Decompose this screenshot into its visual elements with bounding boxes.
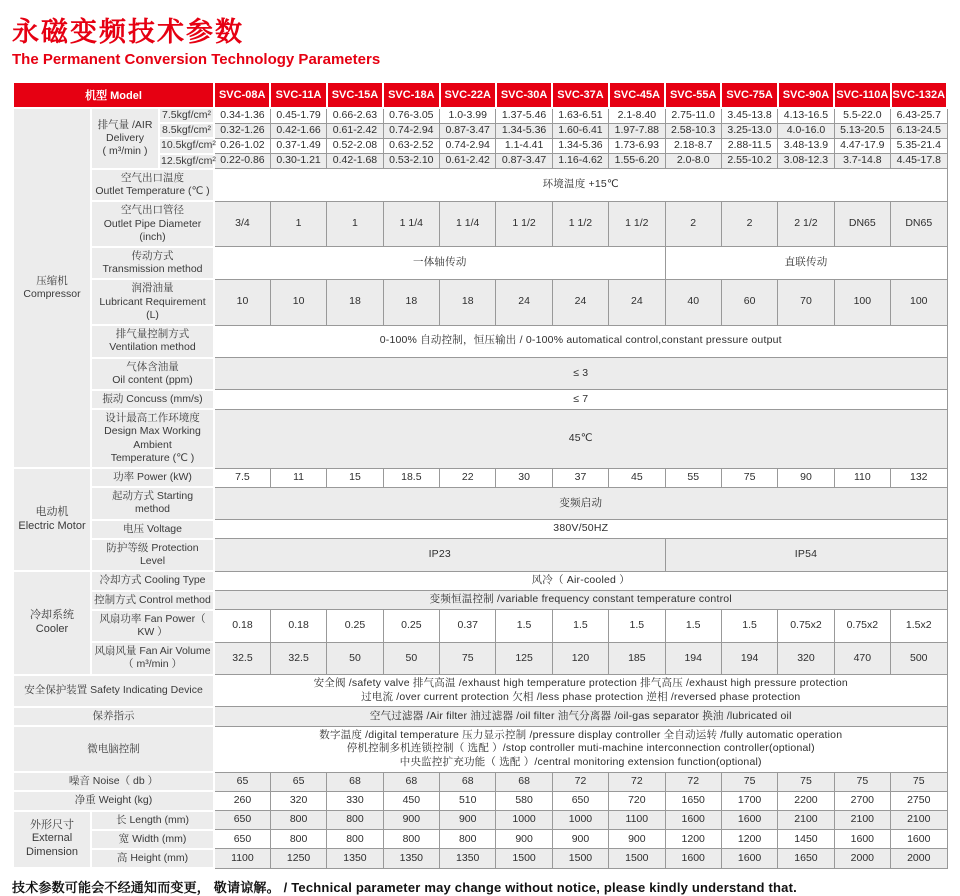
value-cell: 100 [834, 279, 890, 325]
model-header-cell: SVC-75A [721, 82, 777, 108]
value-cell: 450 [383, 791, 439, 810]
value-cell: 3.48-13.9 [778, 138, 834, 153]
table-row [13, 169, 947, 201]
value-cell: 1.73-6.93 [609, 138, 665, 153]
value-cell: 1.34-5.36 [496, 123, 552, 138]
value-cell: 2.55-10.2 [721, 154, 777, 169]
value-cell: 68 [327, 772, 383, 791]
value-cell: 194 [665, 642, 721, 674]
value-cell: 470 [834, 642, 890, 674]
value-cell: 0.18 [270, 610, 326, 642]
value-cell: 0.76-3.05 [383, 108, 439, 123]
value-cell: 1200 [665, 830, 721, 849]
value-cell: 0.75x2 [834, 610, 890, 642]
param-label-cell: 空气出口管径 Outlet Pipe Diameter (inch) [91, 201, 214, 247]
value-cell: 4.45-17.8 [891, 154, 947, 169]
table-row [13, 108, 947, 123]
value-cell: 1.1-4.41 [496, 138, 552, 153]
table-row [13, 830, 947, 849]
table-row [13, 675, 947, 707]
model-header-row [13, 82, 947, 108]
value-cell: 2 [721, 201, 777, 247]
value-cell: 75 [834, 772, 890, 791]
value-cell: 2750 [891, 791, 947, 810]
value-cell: 24 [496, 279, 552, 325]
value-cell: 0.45-1.79 [270, 108, 326, 123]
merged-value-cell: 风冷（ Air-cooled ） [214, 571, 947, 590]
value-cell: 0.32-1.26 [214, 123, 270, 138]
param-label-cell: 宽 Width (mm) [91, 830, 214, 849]
value-cell: 0.74-2.94 [383, 123, 439, 138]
value-cell: 720 [609, 791, 665, 810]
merged-value-cell: 0-100% 自动控制，恒压输出 / 0-100% automatical control,constant pressure output [214, 325, 947, 357]
model-header-cell: SVC-30A [496, 82, 552, 108]
value-cell: 1600 [721, 811, 777, 830]
value-cell: 1000 [496, 811, 552, 830]
value-cell: 1600 [665, 849, 721, 868]
param-label-cell: 噪音 Noise（ db ） [13, 772, 214, 791]
value-cell: 18.5 [383, 468, 439, 487]
param-label-cell: 保养指示 [13, 707, 214, 726]
spec-table-body [13, 108, 947, 868]
value-cell: 185 [609, 642, 665, 674]
value-cell: 32.5 [270, 642, 326, 674]
page-title: 永磁变频技术参数 [12, 17, 244, 47]
table-row [13, 279, 947, 325]
value-cell: 68 [383, 772, 439, 791]
merged-value-cell: 一体轴传动 [214, 247, 665, 279]
value-cell: 2.88-11.5 [721, 138, 777, 153]
value-cell: 75 [891, 772, 947, 791]
value-cell: 125 [496, 642, 552, 674]
value-cell: 1 1/4 [440, 201, 496, 247]
value-cell: 40 [665, 279, 721, 325]
value-cell: 6.13-24.5 [891, 123, 947, 138]
value-cell: 7.5 [214, 468, 270, 487]
value-cell: 800 [440, 830, 496, 849]
value-cell: 1.55-6.20 [609, 154, 665, 169]
value-cell: 75 [440, 642, 496, 674]
table-row [13, 642, 947, 674]
value-cell: 2.18-8.7 [665, 138, 721, 153]
value-cell: 900 [496, 830, 552, 849]
value-cell: 37 [552, 468, 608, 487]
value-cell: 0.22-0.86 [214, 154, 270, 169]
value-cell: 22 [440, 468, 496, 487]
merged-value-cell: 380V/50HZ [214, 520, 947, 539]
value-cell: 0.42-1.68 [327, 154, 383, 169]
table-row [13, 772, 947, 791]
value-cell: 900 [552, 830, 608, 849]
value-cell: 65 [214, 772, 270, 791]
param-label-cell: 微电脑控制 [13, 726, 214, 772]
value-cell: 75 [721, 772, 777, 791]
value-cell: 3.7-14.8 [834, 154, 890, 169]
value-cell: 2100 [778, 811, 834, 830]
value-cell: 650 [552, 791, 608, 810]
value-cell: 0.37 [440, 610, 496, 642]
value-cell: 1350 [327, 849, 383, 868]
value-cell: 120 [552, 642, 608, 674]
value-cell: 320 [270, 791, 326, 810]
param-label-cell: 风扇功率 Fan Power（ KW ） [91, 610, 214, 642]
value-cell: 4.0-16.0 [778, 123, 834, 138]
value-cell: 18 [383, 279, 439, 325]
value-cell: 1600 [665, 811, 721, 830]
model-header-cell: SVC-11A [270, 82, 326, 108]
value-cell: 0.74-2.94 [440, 138, 496, 153]
merged-value-cell: 安全阀 /safety valve 排气高温 /exhaust high temperature protection 排气高压 /exhaust high pressure protection 过电流 /over current protection 欠相 /less phase protection 逆相 /reversed phase protection [214, 675, 947, 707]
value-cell: 10 [214, 279, 270, 325]
param-label-cell: 电压 Voltage [91, 520, 214, 539]
value-cell: 0.34-1.36 [214, 108, 270, 123]
value-cell: 1.97-7.88 [609, 123, 665, 138]
value-cell: 45 [609, 468, 665, 487]
model-header-cell: SVC-18A [383, 82, 439, 108]
pressure-label-cell: 7.5kgf/cm² [159, 108, 214, 123]
pressure-label-cell: 10.5kgf/cm² [159, 138, 214, 153]
param-label-cell: 空气出口温度 Outlet Temperature (℃ ) [91, 169, 214, 201]
value-cell: 24 [609, 279, 665, 325]
value-cell: 132 [891, 468, 947, 487]
value-cell: 18 [327, 279, 383, 325]
value-cell: 72 [665, 772, 721, 791]
value-cell: 2 1/2 [778, 201, 834, 247]
merged-value-cell: 直联传动 [665, 247, 947, 279]
merged-value-cell: 空气过滤器 /Air filter 油过滤器 /oil filter 油气分离器 /oil-gas separator 换油 /lubricated oil [214, 707, 947, 726]
table-row [13, 201, 947, 247]
model-header-cell: SVC-132A [891, 82, 947, 108]
value-cell: 2000 [834, 849, 890, 868]
value-cell: 1 [327, 201, 383, 247]
value-cell: 60 [721, 279, 777, 325]
value-cell: 0.25 [383, 610, 439, 642]
value-cell: 1.5 [609, 610, 665, 642]
merged-value-cell: 变频恒温控制 /variable frequency constant temperature control [214, 591, 947, 610]
value-cell: 260 [214, 791, 270, 810]
value-cell: 1.5 [665, 610, 721, 642]
value-cell: 1250 [270, 849, 326, 868]
value-cell: 1100 [214, 849, 270, 868]
table-row [13, 571, 947, 590]
value-cell: 0.25 [327, 610, 383, 642]
value-cell: 900 [383, 811, 439, 830]
model-header-cell: SVC-15A [327, 82, 383, 108]
value-cell: 1 1/2 [552, 201, 608, 247]
model-header-cell: SVC-22A [440, 82, 496, 108]
value-cell: 5.13-20.5 [834, 123, 890, 138]
table-row [13, 409, 947, 468]
value-cell: DN65 [891, 201, 947, 247]
param-label-cell: 长 Length (mm) [91, 811, 214, 830]
value-cell: 0.18 [214, 610, 270, 642]
value-cell: 2 [665, 201, 721, 247]
value-cell: 75 [778, 772, 834, 791]
value-cell: 6.43-25.7 [891, 108, 947, 123]
model-header-cell: SVC-90A [778, 82, 834, 108]
value-cell: 900 [440, 811, 496, 830]
value-cell: 1.34-5.36 [552, 138, 608, 153]
value-cell: 3.25-13.0 [721, 123, 777, 138]
value-cell: 900 [609, 830, 665, 849]
value-cell: 4.47-17.9 [834, 138, 890, 153]
model-header-cell: SVC-45A [609, 82, 665, 108]
spec-table [12, 81, 948, 869]
value-cell: 2.58-10.3 [665, 123, 721, 138]
table-row [13, 468, 947, 487]
param-label-cell: 传动方式 Transmission method [91, 247, 214, 279]
value-cell: 100 [891, 279, 947, 325]
value-cell: 50 [383, 642, 439, 674]
footer-note: 技术参数可能会不经通知而变更， 敬请谅解。 / Technical parameter may change without notice, please kindly understand that. [12, 880, 797, 896]
value-cell: 650 [214, 830, 270, 849]
param-label-cell: 起动方式 Starting method [91, 487, 214, 519]
table-row [13, 591, 947, 610]
value-cell: 1200 [721, 830, 777, 849]
value-cell: 1350 [440, 849, 496, 868]
value-cell: 1600 [834, 830, 890, 849]
value-cell: 1650 [665, 791, 721, 810]
value-cell: 32.5 [214, 642, 270, 674]
value-cell: 1.16-4.62 [552, 154, 608, 169]
table-row [13, 325, 947, 357]
model-header-cell: SVC-55A [665, 82, 721, 108]
value-cell: 1.60-6.41 [552, 123, 608, 138]
param-label-cell: 控制方式 Control method [91, 591, 214, 610]
value-cell: 1 1/4 [383, 201, 439, 247]
param-label-cell: 净重 Weight (kg) [13, 791, 214, 810]
value-cell: 580 [496, 791, 552, 810]
param-label-cell: 功率 Power (kW) [91, 468, 214, 487]
value-cell: 1.37-5.46 [496, 108, 552, 123]
value-cell: 70 [778, 279, 834, 325]
value-cell: 1600 [721, 849, 777, 868]
value-cell: 1.63-6.51 [552, 108, 608, 123]
value-cell: 1000 [552, 811, 608, 830]
value-cell: 72 [552, 772, 608, 791]
table-row [13, 358, 947, 390]
group-label-cell: 压缩机 Compressor [13, 108, 91, 468]
value-cell: 110 [834, 468, 890, 487]
param-label-cell: 排气量 /AIR Delivery ( m³/min ) [91, 108, 159, 169]
value-cell: 0.66-2.63 [327, 108, 383, 123]
param-label-cell: 风扇风量 Fan Air Volume（ m³/min ） [91, 642, 214, 674]
value-cell: 1.5 [721, 610, 777, 642]
group-label-cell: 冷却系统 Cooler [13, 571, 91, 674]
value-cell: 1650 [778, 849, 834, 868]
model-header-cell: SVC-37A [552, 82, 608, 108]
value-cell: 0.26-1.02 [214, 138, 270, 153]
group-label-cell: 外形尺寸 External Dimension [13, 811, 91, 869]
table-row [13, 707, 947, 726]
table-row [13, 520, 947, 539]
value-cell: 1 1/2 [496, 201, 552, 247]
param-label-cell: 安全保护装置 Safety Indicating Device [13, 675, 214, 707]
value-cell: 1600 [891, 830, 947, 849]
param-label-cell: 冷却方式 Cooling Type [91, 571, 214, 590]
value-cell: 0.37-1.49 [270, 138, 326, 153]
value-cell: 68 [496, 772, 552, 791]
value-cell: 15 [327, 468, 383, 487]
value-cell: 800 [270, 830, 326, 849]
value-cell: 2100 [891, 811, 947, 830]
value-cell: 0.87-3.47 [440, 123, 496, 138]
param-label-cell: 设计最高工作环境度 Design Max Working Ambient Temperature (℃ ) [91, 409, 214, 468]
table-row [13, 247, 947, 279]
value-cell: 2700 [834, 791, 890, 810]
param-label-cell: 振动 Concuss (mm/s) [91, 390, 214, 409]
param-label-cell: 气体含油量 Oil content (ppm) [91, 358, 214, 390]
table-row [13, 791, 947, 810]
value-cell: 18 [440, 279, 496, 325]
value-cell: 800 [327, 811, 383, 830]
value-cell: 5.35-21.4 [891, 138, 947, 153]
value-cell: 3/4 [214, 201, 270, 247]
model-header-label: 机型 Model [13, 82, 214, 108]
merged-value-cell: ≤ 7 [214, 390, 947, 409]
value-cell: 4.13-16.5 [778, 108, 834, 123]
value-cell: 90 [778, 468, 834, 487]
value-cell: 500 [891, 642, 947, 674]
value-cell: 72 [609, 772, 665, 791]
value-cell: 0.61-2.42 [327, 123, 383, 138]
table-row [13, 487, 947, 519]
value-cell: 50 [327, 642, 383, 674]
value-cell: 2.75-11.0 [665, 108, 721, 123]
value-cell: 10 [270, 279, 326, 325]
value-cell: DN65 [834, 201, 890, 247]
pressure-label-cell: 8.5kgf/cm² [159, 123, 214, 138]
value-cell: 0.42-1.66 [270, 123, 326, 138]
value-cell: 1450 [778, 830, 834, 849]
value-cell: 194 [721, 642, 777, 674]
value-cell: 68 [440, 772, 496, 791]
page-subtitle: The Permanent Conversion Technology Parameters [12, 51, 381, 68]
value-cell: 0.61-2.42 [440, 154, 496, 169]
value-cell: 55 [665, 468, 721, 487]
value-cell: 0.63-2.52 [383, 138, 439, 153]
value-cell: 24 [552, 279, 608, 325]
value-cell: 0.30-1.21 [270, 154, 326, 169]
value-cell: 800 [327, 830, 383, 849]
value-cell: 11 [270, 468, 326, 487]
value-cell: 30 [496, 468, 552, 487]
value-cell: 1.5x2 [891, 610, 947, 642]
value-cell: 0.53-2.10 [383, 154, 439, 169]
value-cell: 0.87-3.47 [496, 154, 552, 169]
param-label-cell: 高 Height (mm) [91, 849, 214, 868]
value-cell: 1 [270, 201, 326, 247]
value-cell: 0.75x2 [778, 610, 834, 642]
value-cell: 1500 [552, 849, 608, 868]
value-cell: 1100 [609, 811, 665, 830]
value-cell: 5.5-22.0 [834, 108, 890, 123]
group-label-cell: 电动机 Electric Motor [13, 468, 91, 571]
value-cell: 2000 [891, 849, 947, 868]
value-cell: 1700 [721, 791, 777, 810]
merged-value-cell: 环境温度 +15℃ [214, 169, 947, 201]
value-cell: 2.1-8.40 [609, 108, 665, 123]
value-cell: 0.52-2.08 [327, 138, 383, 153]
merged-value-cell: IP23 [214, 539, 665, 571]
value-cell: 75 [721, 468, 777, 487]
value-cell: 65 [270, 772, 326, 791]
value-cell: 320 [778, 642, 834, 674]
merged-value-cell: 变频启动 [214, 487, 947, 519]
value-cell: 650 [214, 811, 270, 830]
value-cell: 2100 [834, 811, 890, 830]
value-cell: 3.45-13.8 [721, 108, 777, 123]
merged-value-cell: IP54 [665, 539, 947, 571]
value-cell: 2200 [778, 791, 834, 810]
merged-value-cell: 数字温度 /digital temperature 压力显示控制 /pressure display controller 全自动运转 /fully automatic operation 停机控制多机连锁控制（ 选配 ）/stop controller muti-machine interconnection controller(optional) 中央监控扩充功能（ 选配 ）/central monitoring extension function(optional) [214, 726, 947, 772]
param-label-cell: 防护等级 Protection Level [91, 539, 214, 571]
merged-value-cell: 45℃ [214, 409, 947, 468]
model-header-cell: SVC-110A [834, 82, 890, 108]
value-cell: 330 [327, 791, 383, 810]
table-row [13, 849, 947, 868]
value-cell: 1 1/2 [609, 201, 665, 247]
value-cell: 1.5 [496, 610, 552, 642]
table-row [13, 610, 947, 642]
pressure-label-cell: 12.5kgf/cm² [159, 154, 214, 169]
value-cell: 800 [383, 830, 439, 849]
table-row [13, 539, 947, 571]
value-cell: 1500 [496, 849, 552, 868]
table-row [13, 390, 947, 409]
value-cell: 800 [270, 811, 326, 830]
param-label-cell: 润滑油量 Lubricant Requirement (L) [91, 279, 214, 325]
value-cell: 1500 [609, 849, 665, 868]
param-label-cell: 排气量控制方式 Ventilation method [91, 325, 214, 357]
value-cell: 1350 [383, 849, 439, 868]
model-header-cell: SVC-08A [214, 82, 270, 108]
value-cell: 3.08-12.3 [778, 154, 834, 169]
value-cell: 1.0-3.99 [440, 108, 496, 123]
table-row [13, 726, 947, 772]
table-row [13, 811, 947, 830]
value-cell: 510 [440, 791, 496, 810]
value-cell: 2.0-8.0 [665, 154, 721, 169]
merged-value-cell: ≤ 3 [214, 358, 947, 390]
value-cell: 1.5 [552, 610, 608, 642]
